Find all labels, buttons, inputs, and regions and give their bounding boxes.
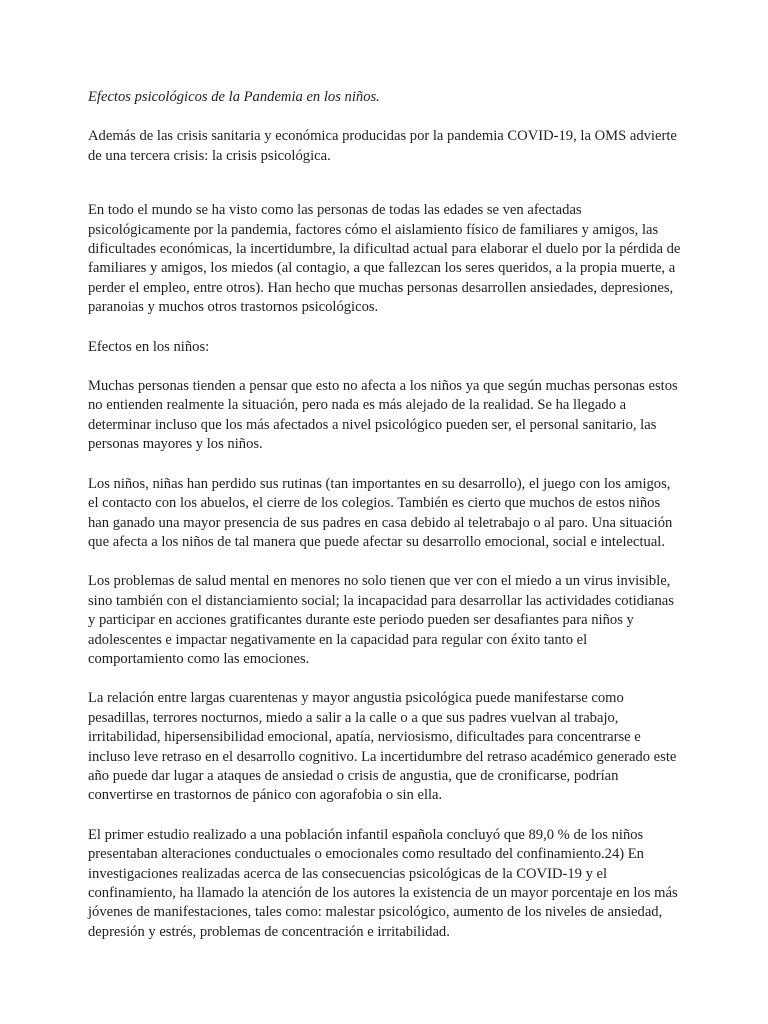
document-page [88,88,684,942]
paragraph-study: El primer estudio realizado a una población infantil española concluyó que 89,0 % de los niños presentaban alteraciones conductuales o emocionales como resultado del confinamiento.24) En investigaciones realizadas acerca de las consecuencias psicológicas de la COVID-19 y el confinamiento, ha llamado la atención de los autores la existencia de un mayor porcentaje en los más jóvenes de manifestaciones, tales como: malestar psicológico, aumento de los niveles de ansiedad, depresión y estrés, problemas de concentración e irritabilidad. [88,826,678,940]
paragraph-quarantine-anxiety: La relación entre largas cuarentenas y mayor angustia psicológica puede manifestarse como pesadillas, terrores nocturnos, miedo a salir a la calle o a que sus padres vuelvan al trabajo, irritabilidad, hipersensibilidad emocional, apatía, nerviosismo, dificultades para concentrarse e incluso leve retraso en el desarrollo cognitivo. La incertidumbre del retraso académico generado este año puede dar lugar a ataques de ansiedad o crisis de angustia, que de cronificarse, podrían convertirse en trastornos de pánico con agorafobia o sin ella. [88,690,677,804]
intro-paragraph: Además de las crisis sanitaria y económica producidas por la pandemia COVID-19, la OMS advierte de una tercera crisis: la crisis psicológica. [88,128,677,164]
paragraph-children-affected: Muchas personas tienden a pensar que esto no afecta a los niños ya que según muchas personas estos no entienden realmente la situación, pero nada es más alejado de la realidad. Se ha llegado a determinar incluso que los más afectados a nivel psicológico pueden ser, el personal sanitario, las personas mayores y los niños. [88,378,678,453]
paragraph-routines: Los niños, niñas han perdido sus rutinas (tan importantes en su desarrollo), el juego con los amigos, el contacto con los abuelos, el cierre de los colegios. También es cierto que muchos de estos niños han ganado una mayor presencia de sus padres en casa debido al teletrabajo o al paro. Una situación que afecta a los niños de tal manera que puede afectar su desarrollo emocional, social e intelectual. [88,475,673,550]
document-title: Efectos psicológicos de la Pandemia en los niños. [88,89,380,105]
paragraph-pandemic-effects: En todo el mundo se ha visto como las personas de todas las edades se ven afectadas psicológicamente por la pandemia, factores cómo el aislamiento físico de familiares y amigos, las dificultades económicas, la incertidumbre, la dificultad actual para elaborar el duelo por la pérdida de familiares y amigos, los miedos (al contagio, a que fallezcan los seres queridos, a la propia muerte, a perder el empleo, entre otros). Han hecho que muchas personas desarrollen ansiedades, depresiones, paranoias y muchos otros trastornos psicológicos. [88,202,681,316]
paragraph-mental-health: Los problemas de salud mental en menores no solo tienen que ver con el miedo a un virus invisible, sino también con el distanciamiento social; la incapacidad para desarrollar las actividades cotidianas y participar en acciones gratificantes durante este periodo pueden ser desafiantes para niños y adolescentes e impactar negativamente en la capacidad para regular con éxito tanto el comportamiento como las emociones. [88,573,674,667]
section-heading: Efectos en los niños: [88,338,210,355]
